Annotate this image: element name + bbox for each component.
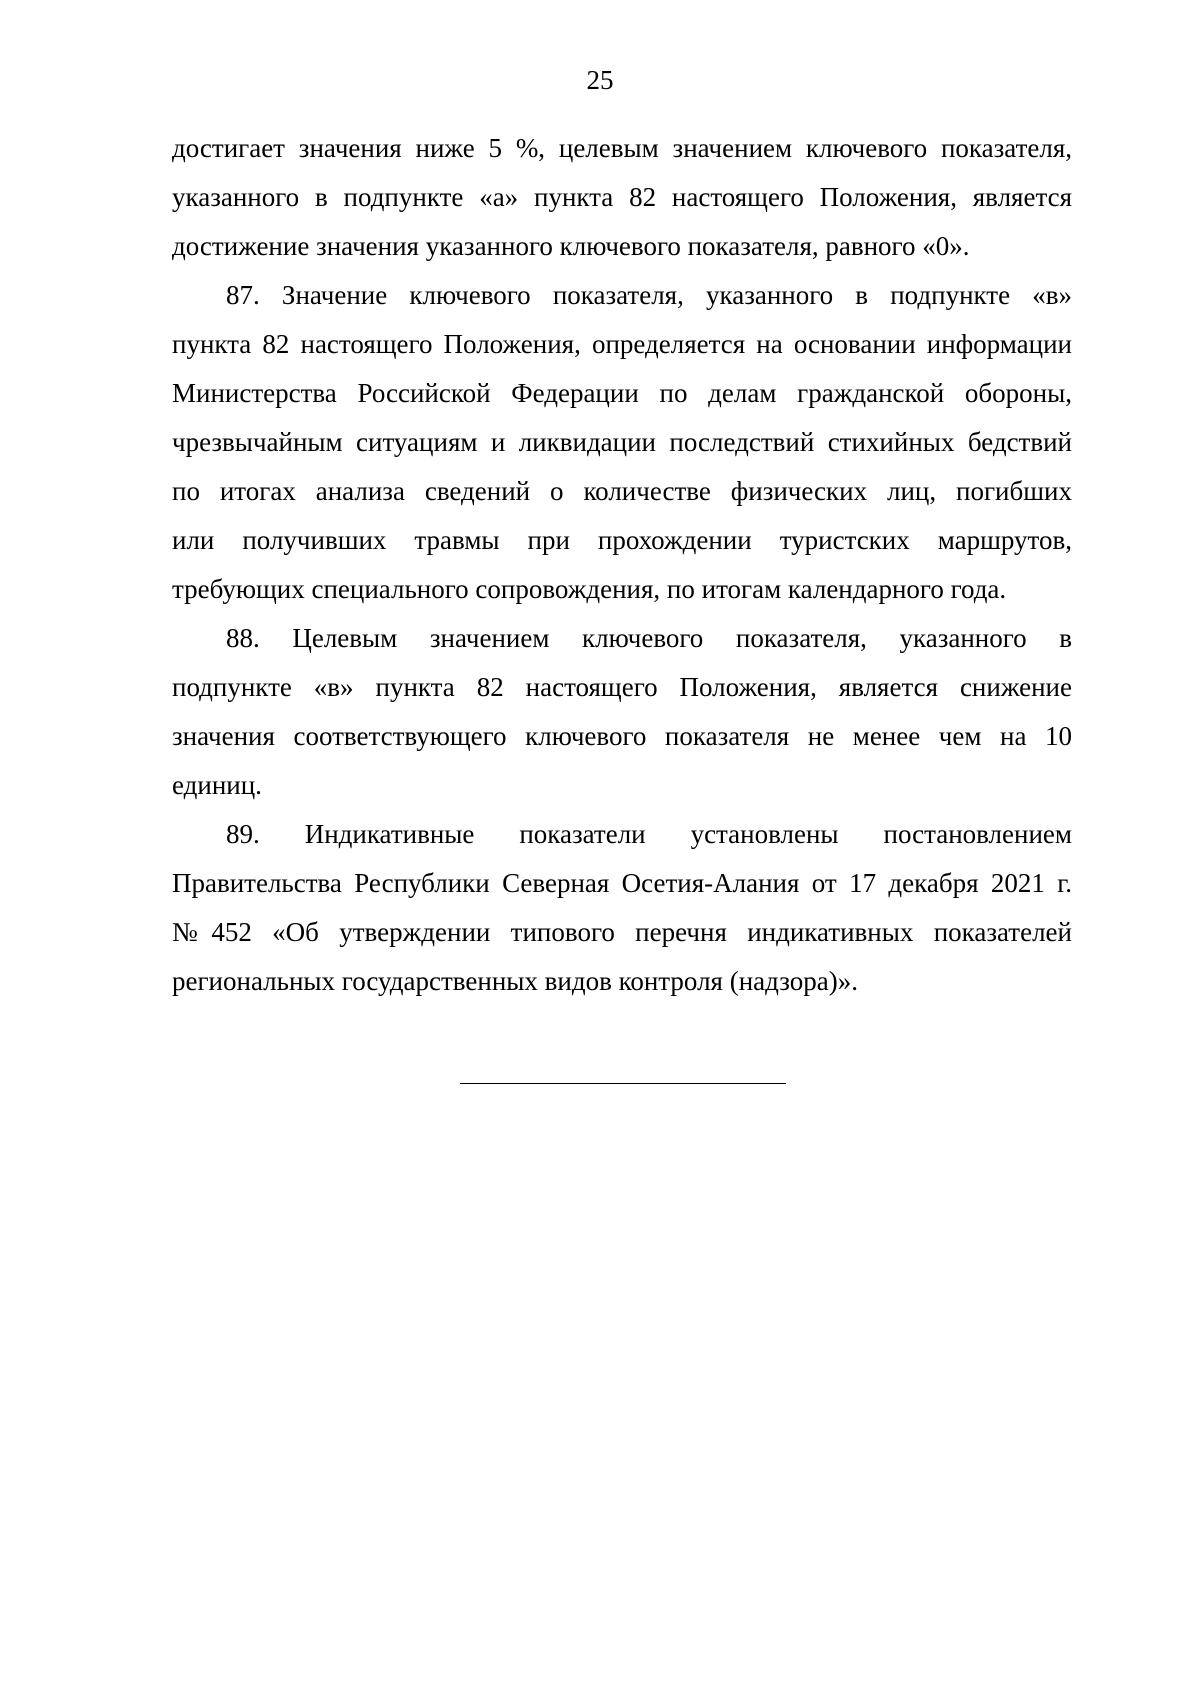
paragraph-89	[172, 810, 1072, 1006]
paragraph-continuation	[172, 124, 1072, 271]
paragraph-87	[172, 271, 1072, 614]
text-line: указанного в подпункте «а» пункта 82 настоящего Положения, является	[172, 182, 1072, 212]
text-line: 88. Целевым значением ключевого показателя, указанного в	[226, 623, 1072, 653]
text-line: единиц.	[172, 770, 262, 800]
paragraph-88	[172, 614, 1072, 810]
text-line: значения соответствующего ключевого показателя не менее чем на 10	[172, 721, 1072, 751]
document-body	[172, 124, 1072, 1006]
page-number: 25	[586, 65, 614, 95]
text-line: подпункте «в» пункта 82 настоящего Положения, является снижение	[172, 672, 1072, 702]
text-line: №452 «Об утверждении типового перечня индикативных показателей	[172, 917, 1072, 947]
text-line: Министерства Российской Федерации по делам гражданской обороны,	[172, 378, 1072, 408]
text-line: 89. Индикативные показатели установлены постановлением	[226, 819, 1072, 849]
end-separator-line	[460, 1083, 786, 1084]
text-line: достижение значения указанного ключевого показателя, равного «0».	[172, 231, 970, 261]
text-line: или получивших травмы при прохождении туристских маршрутов,	[172, 525, 1072, 555]
text-line: по итогах анализа сведений о количестве физических лиц, погибших	[172, 476, 1072, 506]
text-line: региональных государственных видов контроля (надзора)».	[172, 966, 858, 996]
text-line: чрезвычайным ситуациям и ликвидации последствий стихийных бедствий	[172, 427, 1072, 457]
text-line: требующих специального сопровождения, по итогам календарного года.	[172, 574, 1007, 604]
text-line: пункта 82 настоящего Положения, определяется на основании информации	[172, 329, 1072, 359]
text-line: Правительства Республики Северная Осетия-Алания от 17 декабря 2021 г.	[172, 868, 1072, 898]
text-line: достигает значения ниже 5 %, целевым значением ключевого показателя,	[172, 133, 1072, 163]
text-line: 87. Значение ключевого показателя, указанного в подпункте «в»	[226, 280, 1072, 310]
